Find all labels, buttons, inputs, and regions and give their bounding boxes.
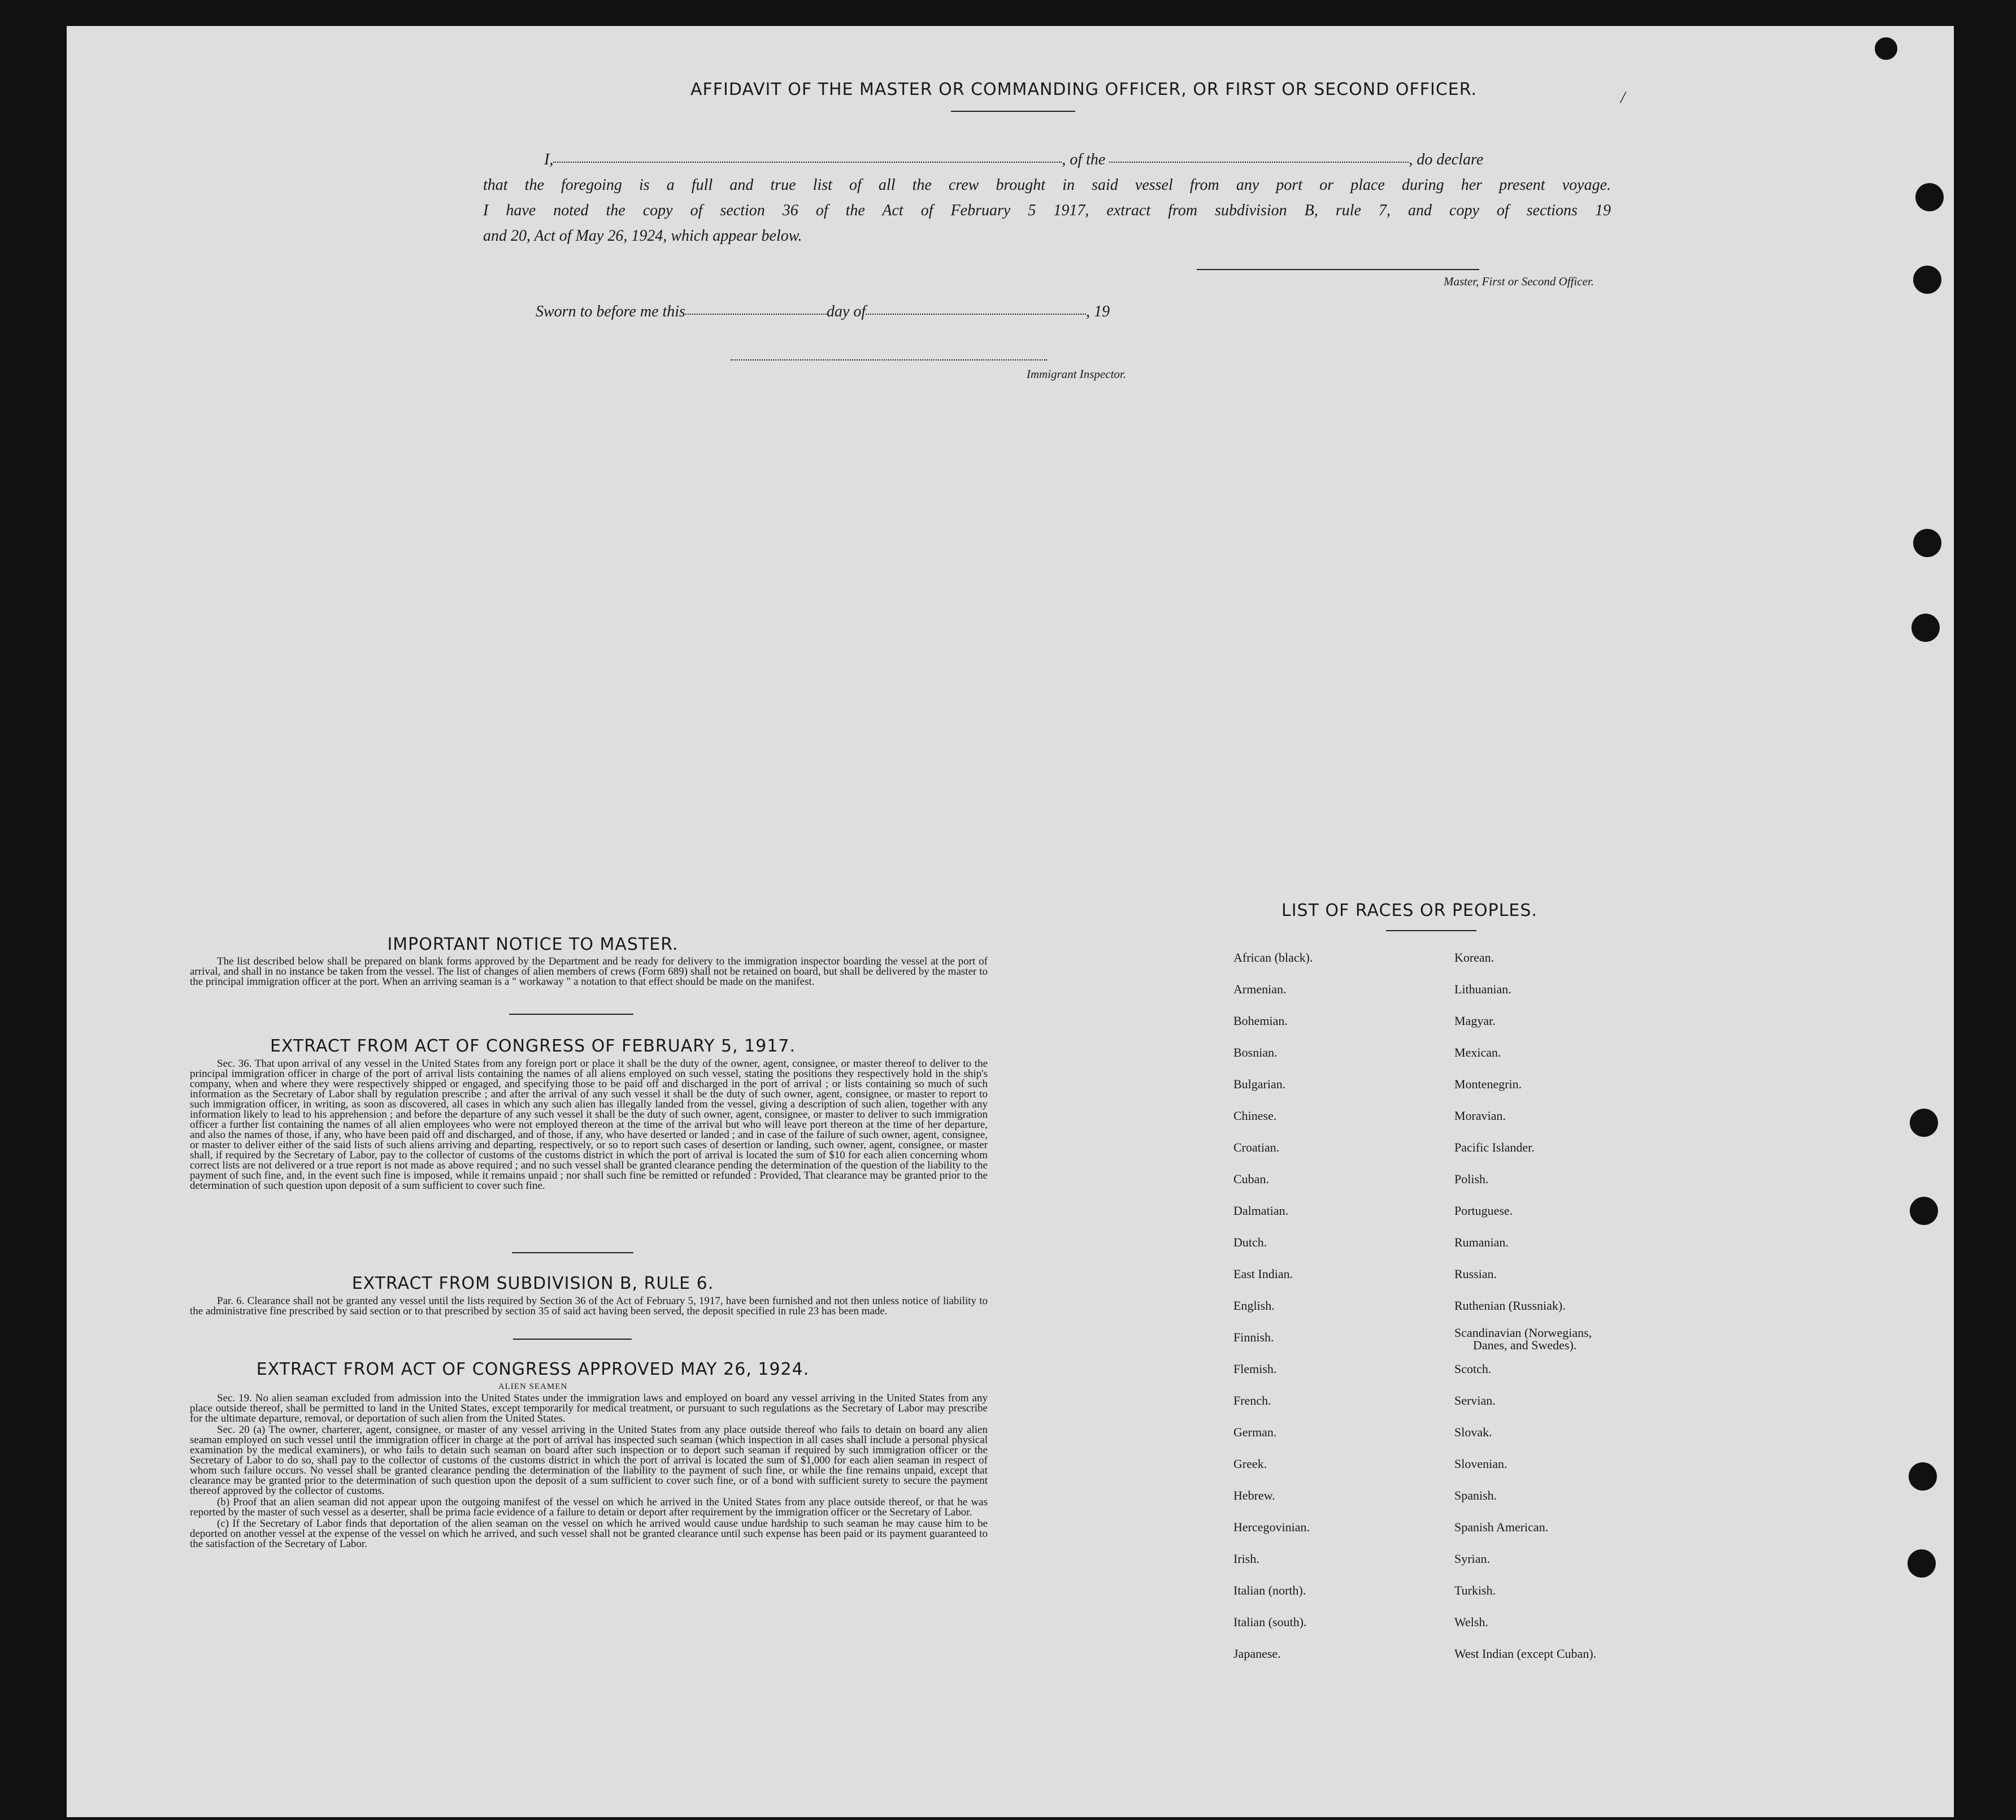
race-item: East Indian. xyxy=(1233,1267,1293,1281)
race-item: West Indian (except Cuban). xyxy=(1454,1647,1597,1661)
race-item: Cuban. xyxy=(1233,1172,1269,1186)
race-item: Spanish American. xyxy=(1454,1520,1549,1534)
race-item: Armenian. xyxy=(1233,982,1287,996)
notice-title: IMPORTANT NOTICE TO MASTER. xyxy=(387,935,679,954)
race-item: Polish. xyxy=(1454,1172,1489,1186)
sec-19-text: Sec. 19. No alien seaman excluded from admission into the United States under the immigration laws and employed on board any vessel arriving in the United States from any place outside thereof, shall be permitted to land in the United States, except temporarily for medical treatment, or pursuant to such regulations as the Secretary of Labor may prescribe for the ultimate departure, removal, or deportation of such alien from the United States. xyxy=(190,1392,988,1424)
race-item: Bosnian. xyxy=(1233,1045,1278,1059)
race-item: Moravian. xyxy=(1454,1109,1506,1123)
race-item: English. xyxy=(1233,1298,1275,1313)
race-item: Ruthenian (Russniak). xyxy=(1454,1298,1566,1313)
race-item: Korean. xyxy=(1454,950,1494,965)
declaration-line-3: I have noted the copy of section 36 of the Act of February 5 1917, extract from subdivision B, rule 7, and copy of sections 19 xyxy=(483,202,1611,219)
race-item: Bulgarian. xyxy=(1233,1077,1286,1091)
month-blank[interactable] xyxy=(866,311,1086,315)
race-item: Portuguese. xyxy=(1454,1204,1513,1218)
race-item: Servian. xyxy=(1454,1393,1496,1408)
race-item: Slovenian. xyxy=(1454,1457,1507,1471)
inspector-label: Immigrant Inspector. xyxy=(1026,367,1126,381)
page-mark: / xyxy=(1620,88,1626,107)
punch-hole xyxy=(1910,1197,1938,1225)
race-item: Croatian. xyxy=(1233,1140,1280,1154)
race-item: Magyar. xyxy=(1454,1014,1496,1028)
declaration-line-2: that the foregoing is a full and true list of all the crew brought in said vessel from any port or place during her present voyage. xyxy=(483,176,1611,194)
sec-20c-text: (c) If the Secretary of Labor finds that deportation of the alien seaman on the vessel on which he arrived would cause undue hardship to such seaman he may cause him to be deported on another vessel at the expense of the vessel on which he arrived, and such vessel shall not be granted clearance until such expense has been paid or its payment guaranteed to the satisfaction of the Secretary of Labor. xyxy=(190,1518,988,1550)
race-item: African (black). xyxy=(1233,950,1313,965)
year-prefix: , 19 xyxy=(1086,303,1110,320)
race-item: Welsh. xyxy=(1454,1615,1488,1629)
punch-hole xyxy=(1915,183,1944,211)
divider xyxy=(513,1339,632,1340)
title-underline xyxy=(951,111,1075,112)
race-item: Lithuanian. xyxy=(1454,982,1511,996)
punch-hole xyxy=(1911,614,1940,642)
race-item: Hercegovinian. xyxy=(1233,1520,1310,1534)
race-item: Finnish. xyxy=(1233,1330,1274,1344)
race-item: German. xyxy=(1233,1425,1277,1439)
race-item: Spanish. xyxy=(1454,1488,1497,1502)
race-item: Dalmatian. xyxy=(1233,1204,1289,1218)
punch-hole xyxy=(1910,1109,1938,1137)
punch-hole xyxy=(1875,37,1897,60)
race-item: French. xyxy=(1233,1393,1271,1408)
sec-20a-text: Sec. 20 (a) The owner, charterer, agent, consignee, or master of any vessel arriving in the United States from any place outside thereof who fails to detain on board any alien seaman employed on such vessel until the immigration officer in charge at the port of arrival has inspected such seaman (which inspection in all cases shall include a personal physical examination by the medical examiners), or who fails to detain such seaman on board after such inspection or to deport such seaman if required by such immigration officer or the Secretary of Labor to do so, shall pay to the collector of customs of the customs district in which the port of arrival is located the sum of $1,000 for each alien seaman in respect of whom such failure occurs. No vessel shall be granted clearance pending the determination of the liability to the payment of such fine, or while the fine remains unpaid, except that clearance may be granted prior to the determination of such question upon the deposit of a sum sufficient to cover such fine, or of a bond with sufficient surety to secure the payment thereof approved by the collector of customs. xyxy=(190,1424,988,1497)
race-item: Italian (north). xyxy=(1233,1583,1306,1597)
divider xyxy=(512,1252,633,1253)
signature-label: Master, First or Second Officer. xyxy=(1444,275,1594,288)
punch-hole xyxy=(1908,1549,1936,1578)
vessel-blank[interactable] xyxy=(1109,159,1409,163)
race-item: Hebrew. xyxy=(1233,1488,1275,1502)
punch-hole xyxy=(1913,266,1941,294)
race-item: Montenegrin. xyxy=(1454,1077,1522,1091)
notice-text: The list described below shall be prepared on blank forms approved by the Department and be ready for delivery to the immigration inspector boarding the vessel at the port of arrival, and shall in no instance be taken from the vessel. The list of changes of alien members of crews (Form 689) shall not be retained on board, but shall be delivered by the master to the principal immigration officer at the port. When an arriving seaman is a " workaway " a notation to that effect should be made on the manifest. xyxy=(190,955,988,988)
affidavit-title: AFFIDAVIT OF THE MASTER OR COMMANDING OFFICER, OR FIRST OR SECOND OFFICER. xyxy=(690,80,1478,99)
signature-line[interactable] xyxy=(1197,269,1479,270)
race-item: Pacific Islander. xyxy=(1454,1140,1535,1154)
extract-1917-title: EXTRACT FROM ACT OF CONGRESS OF FEBRUARY 5, 1917. xyxy=(270,1036,796,1056)
race-item: Irish. xyxy=(1233,1552,1259,1566)
race-item: Slovak. xyxy=(1454,1425,1492,1439)
sworn-line xyxy=(536,303,1110,321)
race-item: Scotch. xyxy=(1454,1362,1492,1376)
punch-hole xyxy=(1913,529,1941,557)
divider xyxy=(509,1014,633,1015)
declare-i: I, xyxy=(544,151,554,168)
race-item: Greek. xyxy=(1233,1457,1267,1471)
declare-of-the: , of the xyxy=(1062,151,1106,168)
name-blank[interactable] xyxy=(553,159,1062,163)
race-item: Scandinavian (Norwegians, Danes, and Swedes). xyxy=(1454,1326,1592,1352)
race-item: Japanese. xyxy=(1233,1647,1281,1661)
par-6-text: Par. 6. Clearance shall not be granted any vessel until the lists required by Section 36 of the Act of February 5, 1917, have been furnished and not then unless notice of liability to the administrative fine prescribed by said section or to that prescribed by section 35 of said act having been served, the deposit specified in rule 23 has been made. xyxy=(190,1295,988,1317)
race-item: Syrian. xyxy=(1454,1552,1490,1566)
race-item: Bohemian. xyxy=(1233,1014,1288,1028)
declare-do-declare: , do declare xyxy=(1409,151,1484,168)
races-title: LIST OF RACES OR PEOPLES. xyxy=(1281,901,1537,920)
declaration-line-4: and 20, Act of May 26, 1924, which appear below. xyxy=(483,227,802,245)
race-item: Mexican. xyxy=(1454,1045,1501,1059)
race-item: Flemish. xyxy=(1233,1362,1277,1376)
rule-6-body xyxy=(190,1296,988,1318)
inspector-signature-line[interactable] xyxy=(731,359,1047,360)
notice-body xyxy=(190,957,988,988)
race-item: Russian. xyxy=(1454,1267,1497,1281)
race-item: Turkish. xyxy=(1454,1583,1496,1597)
sec-36-text: Sec. 36. That upon arrival of any vessel in the United States from any foreign port or place it shall be the duty of the owner, agent, consignee, or master thereof to deliver to the principal immigration officer in charge of the port of arrival lists containing the names of all aliens employed on such vessel, stating the positions they respectively hold in the ship's company, when and where they were respectively shipped or engaged, and specifying those to be paid off and discharged in the port of arrival ; or lists containing so much of such information as the Secretary of Labor shall by regulation prescribe ; and after the arrival of any such vessel it shall be the duty of such owner, agent, consignee, or master to report to such immigration officer, in writing, as soon as discovered, all cases in which any such alien has illegally landed from the vessel, giving a description of such alien, together with any information likely to lead to his apprehension ; and before the departure of any such vessel it shall be the duty of such owner, agent, consignee, or master to deliver to such immigration officer a further list containing the names of all alien employees who were not employed thereon at the time of the arrival but who will leave port thereon at the time of her departure, and also the names of those, if any, who have been paid off and discharged, and of those, if any, who have deserted or landed ; and in case of the failure of such owner, agent, consignee, or master to deliver either of the said lists of such aliens arriving and departing, respectively, or so to report such cases of desertion or landing, such owner, agent, consignee, or master shall, if required by the Secretary of Labor, pay to the collector of customs of the customs district in which the port of arrival is located the sum of $10 for each alien concerning whom correct lists are not delivered or a true report is not made as above required ; and no such vessel shall be granted clearance pending the determination of the question of the liability to the payment of such fine, and, in the event such fine is imposed, while it remains unpaid ; nor shall such fine be remitted or refunded : Provided, That clearance may be granted prior to the determination of such question upon deposit of a sum sufficient to cover such fine. xyxy=(190,1058,988,1192)
race-item: Chinese. xyxy=(1233,1109,1277,1123)
sworn-text: Sworn to before me this xyxy=(536,303,685,320)
punch-hole xyxy=(1909,1462,1937,1491)
declaration-text xyxy=(483,147,1611,249)
extract-1924-title: EXTRACT FROM ACT OF CONGRESS APPROVED MAY 26, 1924. xyxy=(256,1359,810,1379)
day-blank[interactable] xyxy=(685,311,827,315)
day-of-text: day of xyxy=(826,303,866,320)
sec-20b-text: (b) Proof that an alien seaman did not appear upon the outgoing manifest of the vessel on which he arrived in the United States from any place outside thereof, or that he was reported by the master of such vessel as a deserter, shall be prima facie evidence of a failure to detain or deport after requirement by the immigration officer or the Secretary of Labor. xyxy=(190,1496,988,1518)
race-item: Italian (south). xyxy=(1233,1615,1307,1629)
races-underline xyxy=(1386,930,1476,931)
race-item: Rumanian. xyxy=(1454,1235,1509,1249)
document-page xyxy=(67,26,1954,1817)
extract-1924-body xyxy=(190,1393,988,1550)
rule-6-title: EXTRACT FROM SUBDIVISION B, RULE 6. xyxy=(351,1274,714,1293)
extract-1917-body xyxy=(190,1059,988,1192)
alien-seamen-subtitle: ALIEN SEAMEN xyxy=(498,1382,568,1391)
race-item: Dutch. xyxy=(1233,1235,1267,1249)
